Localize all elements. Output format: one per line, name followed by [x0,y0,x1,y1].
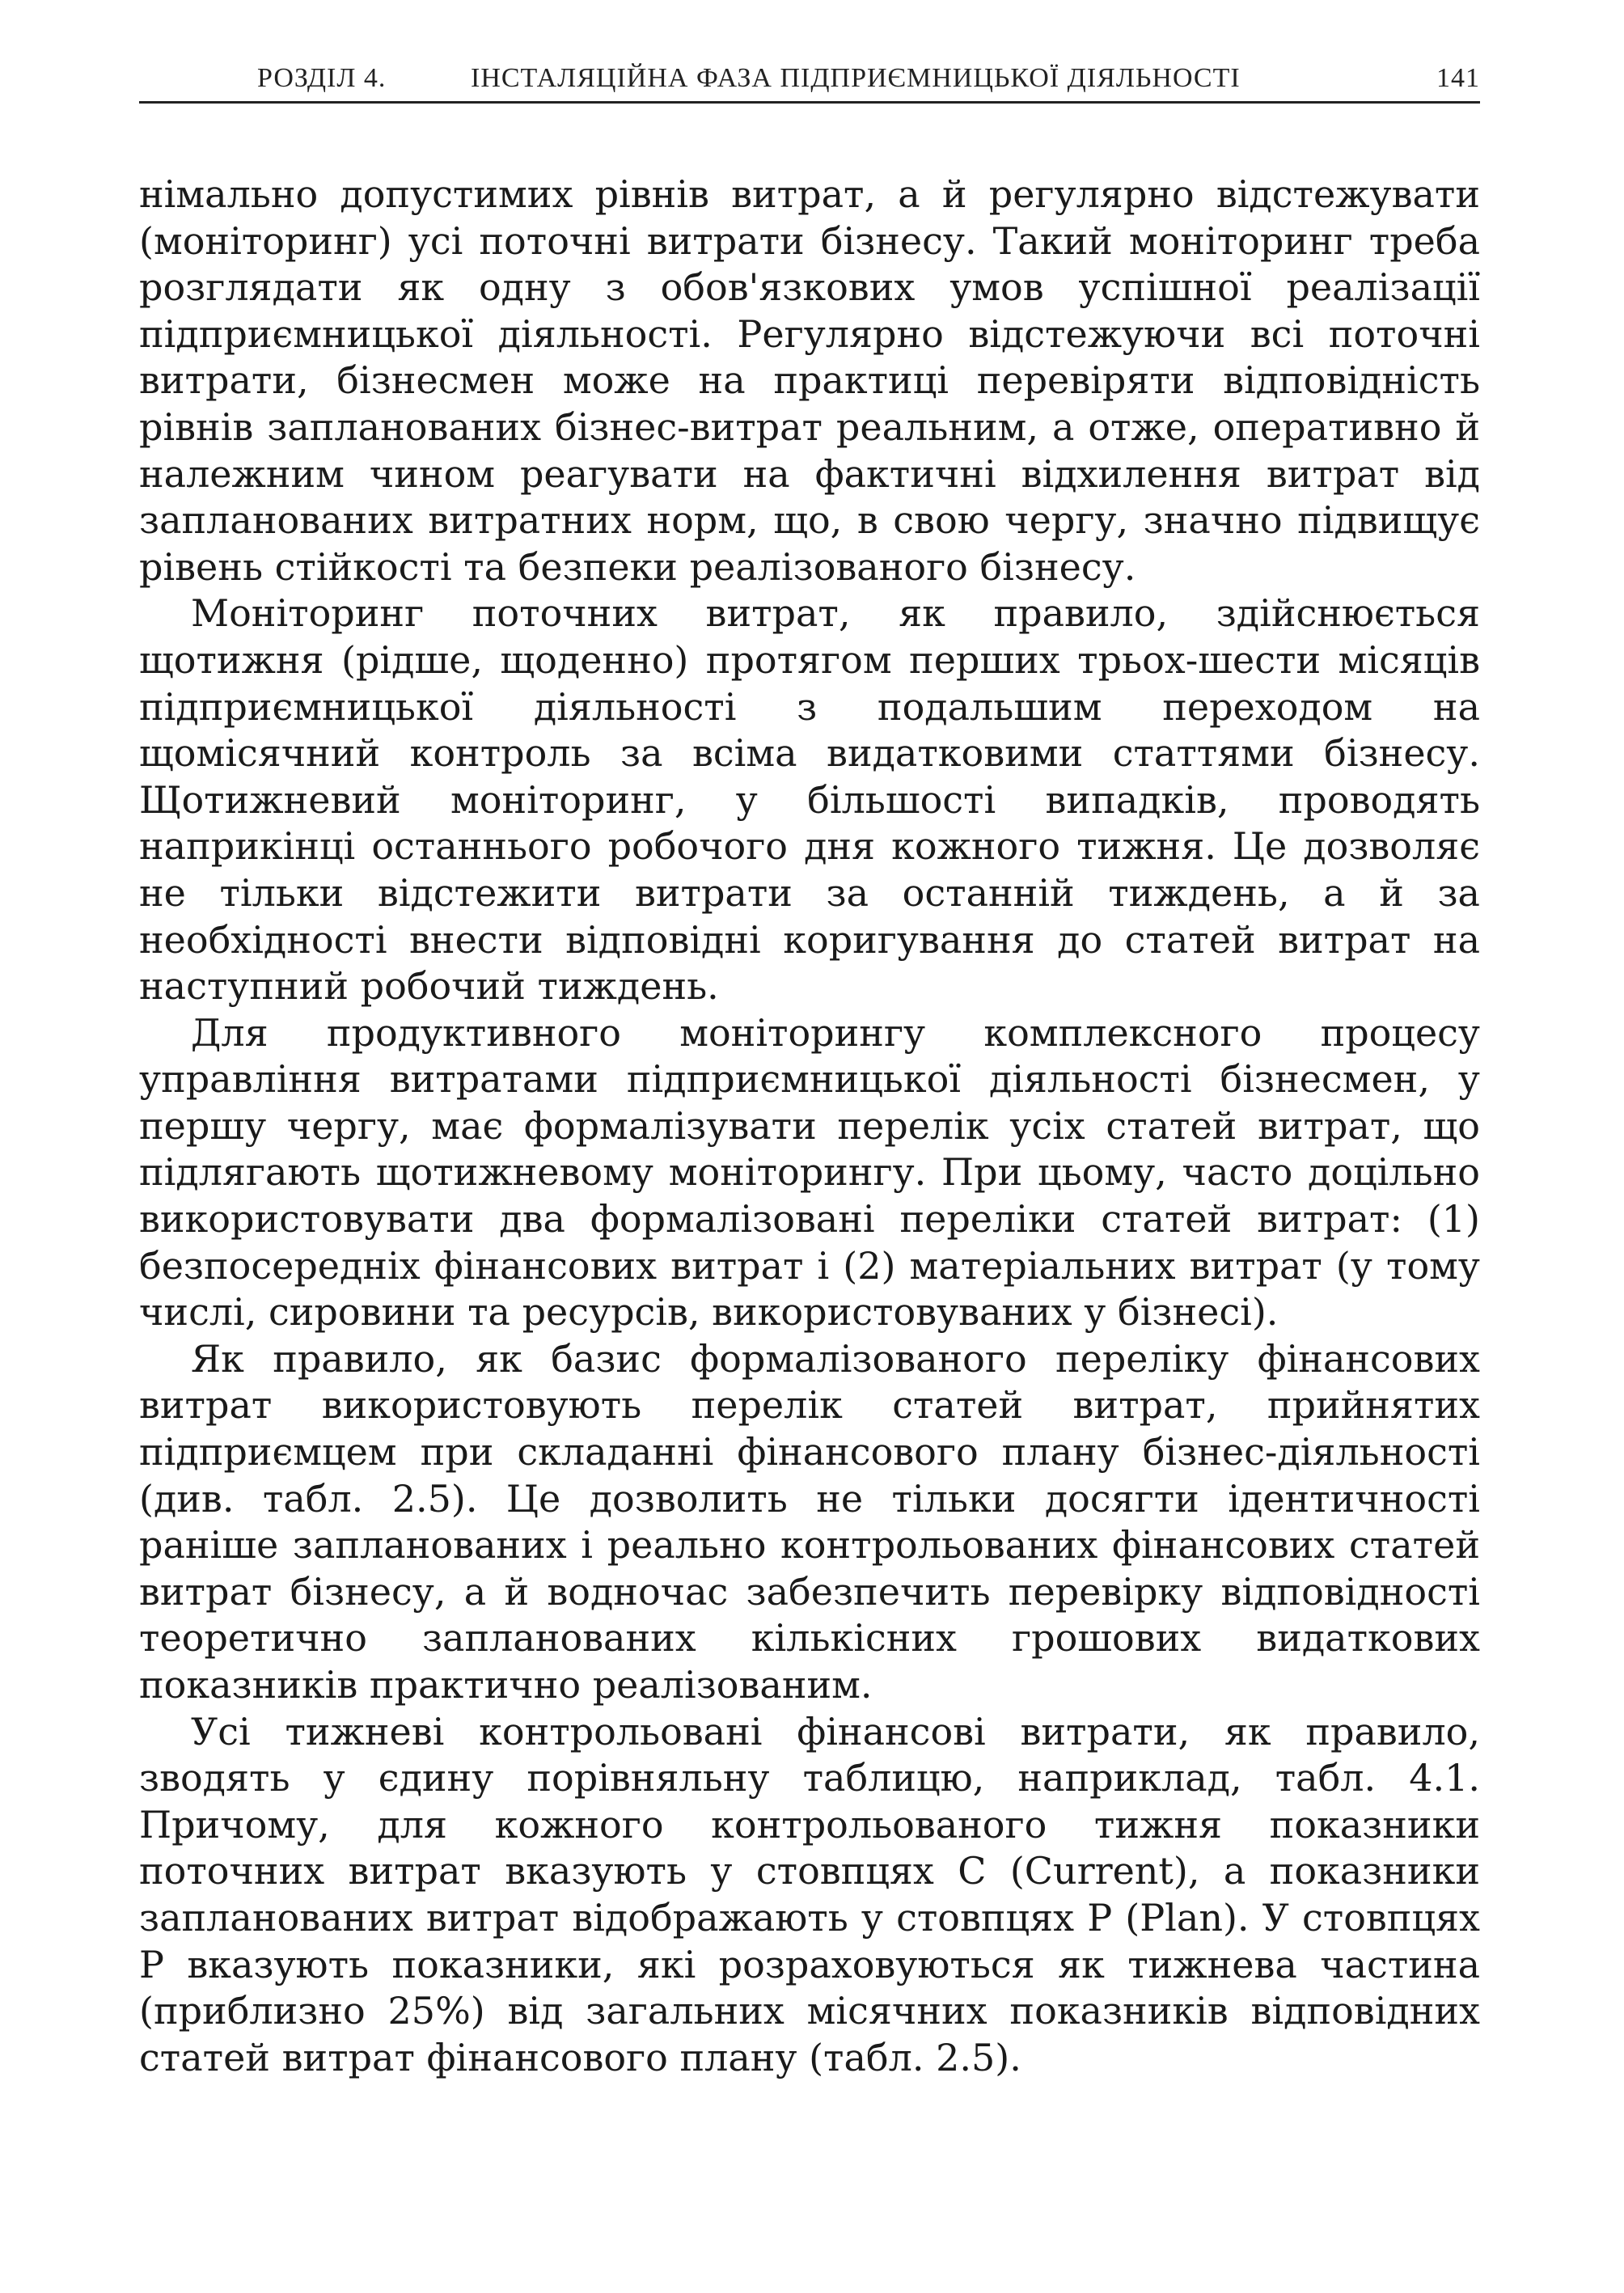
running-header [139,55,1480,102]
page-number: 141 [1436,63,1480,93]
body-text [139,171,1480,2081]
paragraph: Моніторинг поточних витрат, як правило, здійснюється щотижня (рідше, щоденно) протягом перших трьох-шести місяців підприємницької діяльності з подальшим переходом на щомісячний контроль за всіма видатковими статтями бізнесу. Щотижневий моніторинг, у більшості випадків, проводять наприкінці останнього робочого дня кожного тижня. Це дозволяє не тільки відстежити витрати за останній тиждень, а й за необхідності внести відповідні коригування до статей витрат на наступний робочий тиждень. [139,591,1480,1009]
paragraph-continued: німально допустимих рівнів витрат, а й регулярно відстежувати (моніторинг) усі поточні витрати бізнесу. Такий моніторинг треба розглядати як одну з обов'язкових умов успішної реалізації підприємницької діяльності. Регулярно відстежуючи всі поточні витрати, бізнесмен може на практиці перевіряти відповідність рівнів запланованих бізнес-витрат реальним, а отже, оперативно й належним чином реагувати на фактичні відхилення витрат від запланованих витратних норм, що, в свою чергу, значно підвищує рівень стійкості та безпеки реалізованого бізнесу. [139,172,1480,589]
header-rule [139,101,1480,104]
paragraph: Для продуктивного моніторингу комплексного процесу управління витратами підприємницької діяльності бізнесмен, у першу чергу, має формалізувати перелік усіх статей витрат, що підлягають щотижневому моніторингу. При цьому, часто доцільно використовувати два формалізовані переліки статей витрат: (1) безпосередніх фінансових витрат і (2) матеріальних витрат (у тому числі, сировини та ресурсів, використовуваних у бізнесі). [139,1010,1480,1335]
paragraph: Як правило, як базис формалізованого переліку фінансових витрат використовують перелік статей витрат, прийнятих підприємцем при складанні фінансового плану бізнес-діяльності (див. табл. 2.5). Це дозволить не тільки досягти ідентичності раніше запланованих і реально контрольованих фінансових статей витрат бізнесу, а й водночас забезпечить перевірку відповідності теоретично запланованих кількісних грошових видаткових показників практично реалізованим. [139,1336,1480,1707]
chapter-title: ІНСТАЛЯЦІЙНА ФАЗА ПІДПРИЄМНИЦЬКОЇ ДІЯЛЬНОСТІ [471,63,1241,93]
chapter-label: РОЗДІЛ 4. [257,63,387,93]
paragraph: Усі тижневі контрольовані фінансові витрати, як правило, зводять у єдину порівняльну таблицю, наприклад, табл. 4.1. Причому, для кожного контрольованого тижня показники поточних витрат вказують у стовпцях C (Current), а показники запланованих витрат відображають у стовпцях P (Plan). У стовпцях P вказують показники, які розраховуються як тижнева частина (приблизно 25%) від загальних місячних показників відповідних статей витрат фінансового плану (табл. 2.5). [139,1709,1480,2079]
